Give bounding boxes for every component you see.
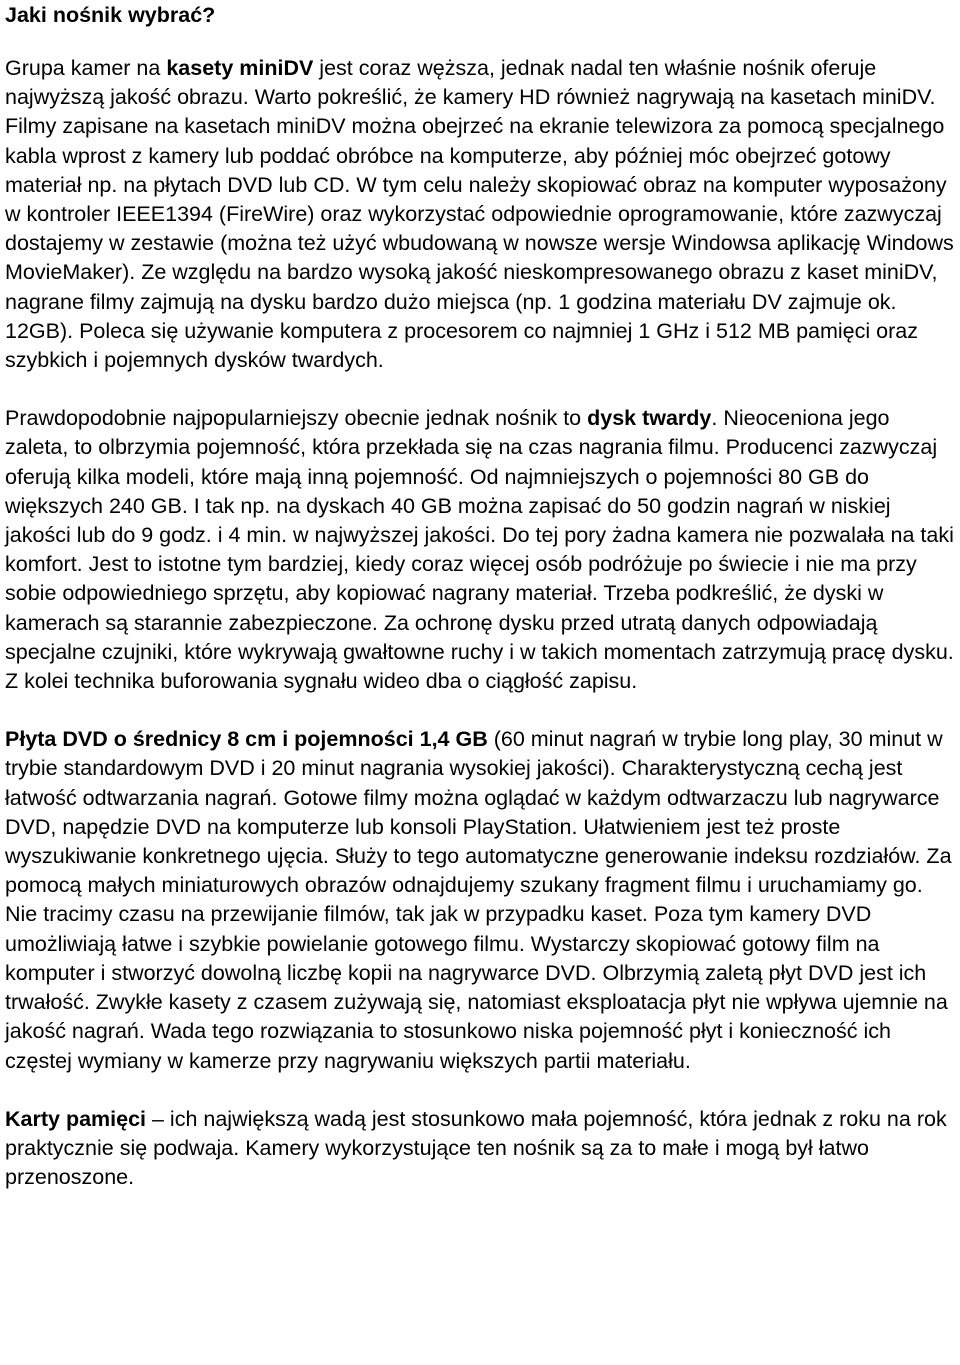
memory-cards-bold-term: Karty pamięci <box>5 1106 147 1131</box>
dvd-bold-term: Płyta DVD o średnicy 8 cm i pojemności 1,4 GB <box>5 727 488 752</box>
paragraph-minidv <box>5 54 957 375</box>
document-page <box>5 2 957 1192</box>
page-title: Jaki nośnik wybrać? <box>5 3 216 27</box>
paragraph-memory-cards <box>5 1105 957 1193</box>
minidv-text-body: jest coraz węższa, jednak nadal ten właśnie nośnik oferuje najwyższą jakość obrazu. Warto pokreślić, że kamery HD również nagrywają na kasetach miniDV. Filmy zapisane na kasetach miniDV można obejrzeć na ekranie telewizora za pomocą specjalnego kabla wprost z kamery lub poddać obróbce na komputerze, aby później móc obejrzeć gotowy materiał np. na płytach DVD lub CD. W tym celu należy skopiować obraz na komputer wyposażony w kontroler IEEE1394 (FireWire) oraz wykorzystać odpowiednie oprogramowanie, które zazwyczaj dostajemy w zestawie (można też użyć wbudowaną w nowsze wersje Windowsa aplikację Windows MovieMaker). Ze względu na bardzo wysoką jakość nieskompresowanego obrazu z kaset miniDV, nagrane filmy zajmują na dysku bardzo dużo miejsca (np. 1 godzina materiału DV zajmuje ok. 12GB). Poleca się używanie komputera z procesorem co najmniej 1 GHz i 512 MB pamięci oraz szybkich i pojemnych dysków twardych. <box>5 56 954 373</box>
hard-drive-bold-term: dysk twardy <box>587 406 712 431</box>
hard-drive-text-body: . Nieoceniona jego zaleta, to olbrzymia pojemność, która przekłada się na czas nagrania filmu. Producenci zazwyczaj oferują kilka modeli, które mają inną pojemność. Od najmniejszych o pojemności 80 GB do większych 240 GB. I tak np. na dyskach 40 GB można zapisać do 50 godzin nagrań w niskiej jakości lub do 9 godz. i 4 min. w najwyższej jakości. Do tej pory żadna kamera nie pozwalała na taki komfort. Jest to istotne tym bardziej, kiedy coraz więcej osób podróżuje po świecie i nie ma przy sobie odpowiedniego sprzętu, aby kopiować nagrany materiał. Trzeba podkreślić, że dyski w kamerach są starannie zabezpieczone. Za ochronę dysku przed utratą danych odpowiadają specjalne czujniki, które wykrywają gwałtowne ruchy i w takich momentach zatrzymują pracę dysku. Z kolei technika buforowania sygnału wideo dba o ciągłość zapisu. <box>5 406 954 694</box>
memory-cards-text-body: – ich największą wadą jest stosunkowo mała pojemność, która jednak z roku na rok praktycznie się podwaja. Kamery wykorzystujące ten nośnik są za to małe i mogą był łatwo przenoszone. <box>5 1106 947 1190</box>
paragraph-dvd <box>5 725 957 1075</box>
hard-drive-text-intro: Prawdopodobnie najpopularniejszy obecnie jednak nośnik to <box>5 406 588 431</box>
minidv-text-intro: Grupa kamer na <box>5 56 167 80</box>
paragraph-hard-drive <box>5 404 957 696</box>
minidv-bold-term: kasety miniDV <box>166 56 314 80</box>
dvd-text-body: (60 minut nagrań w trybie long play, 30 minut w trybie standardowym DVD i 20 minut nagrania wysokiej jakości). Charakterystyczną cechą jest łatwość odtwarzania nagrań. Gotowe filmy można oglądać w każdym odtwarzaczu lub nagrywarce DVD, napędzie DVD na komputerze lub konsoli PlayStation. Ułatwieniem jest też proste wyszukiwanie konkretnego ujęcia. Służy to tego automatyczne generowanie indeksu rozdziałów. Za pomocą małych miniaturowych obrazów odnajdujemy szukany fragment filmu i uruchamiamy go. Nie tracimy czasu na przewijanie filmów, tak jak w przypadku kaset. Poza tym kamery DVD umożliwiają łatwe i szybkie powielanie gotowego filmu. Wystarczy skopiować gotowy film na komputer i stworzyć dowolną liczbę kopii na nagrywarce DVD. Olbrzymią zaletą płyt DVD jest ich trwałość. Zwykłe kasety z czasem zużywają się, natomiast eksploatacja płyt nie wpływa ujemnie na jakość nagrań. Wada tego rozwiązania to stosunkowo niska pojemność płyt i konieczność ich częstej wymiany w kamerze przy nagrywaniu większych partii materiału. <box>5 727 952 1073</box>
